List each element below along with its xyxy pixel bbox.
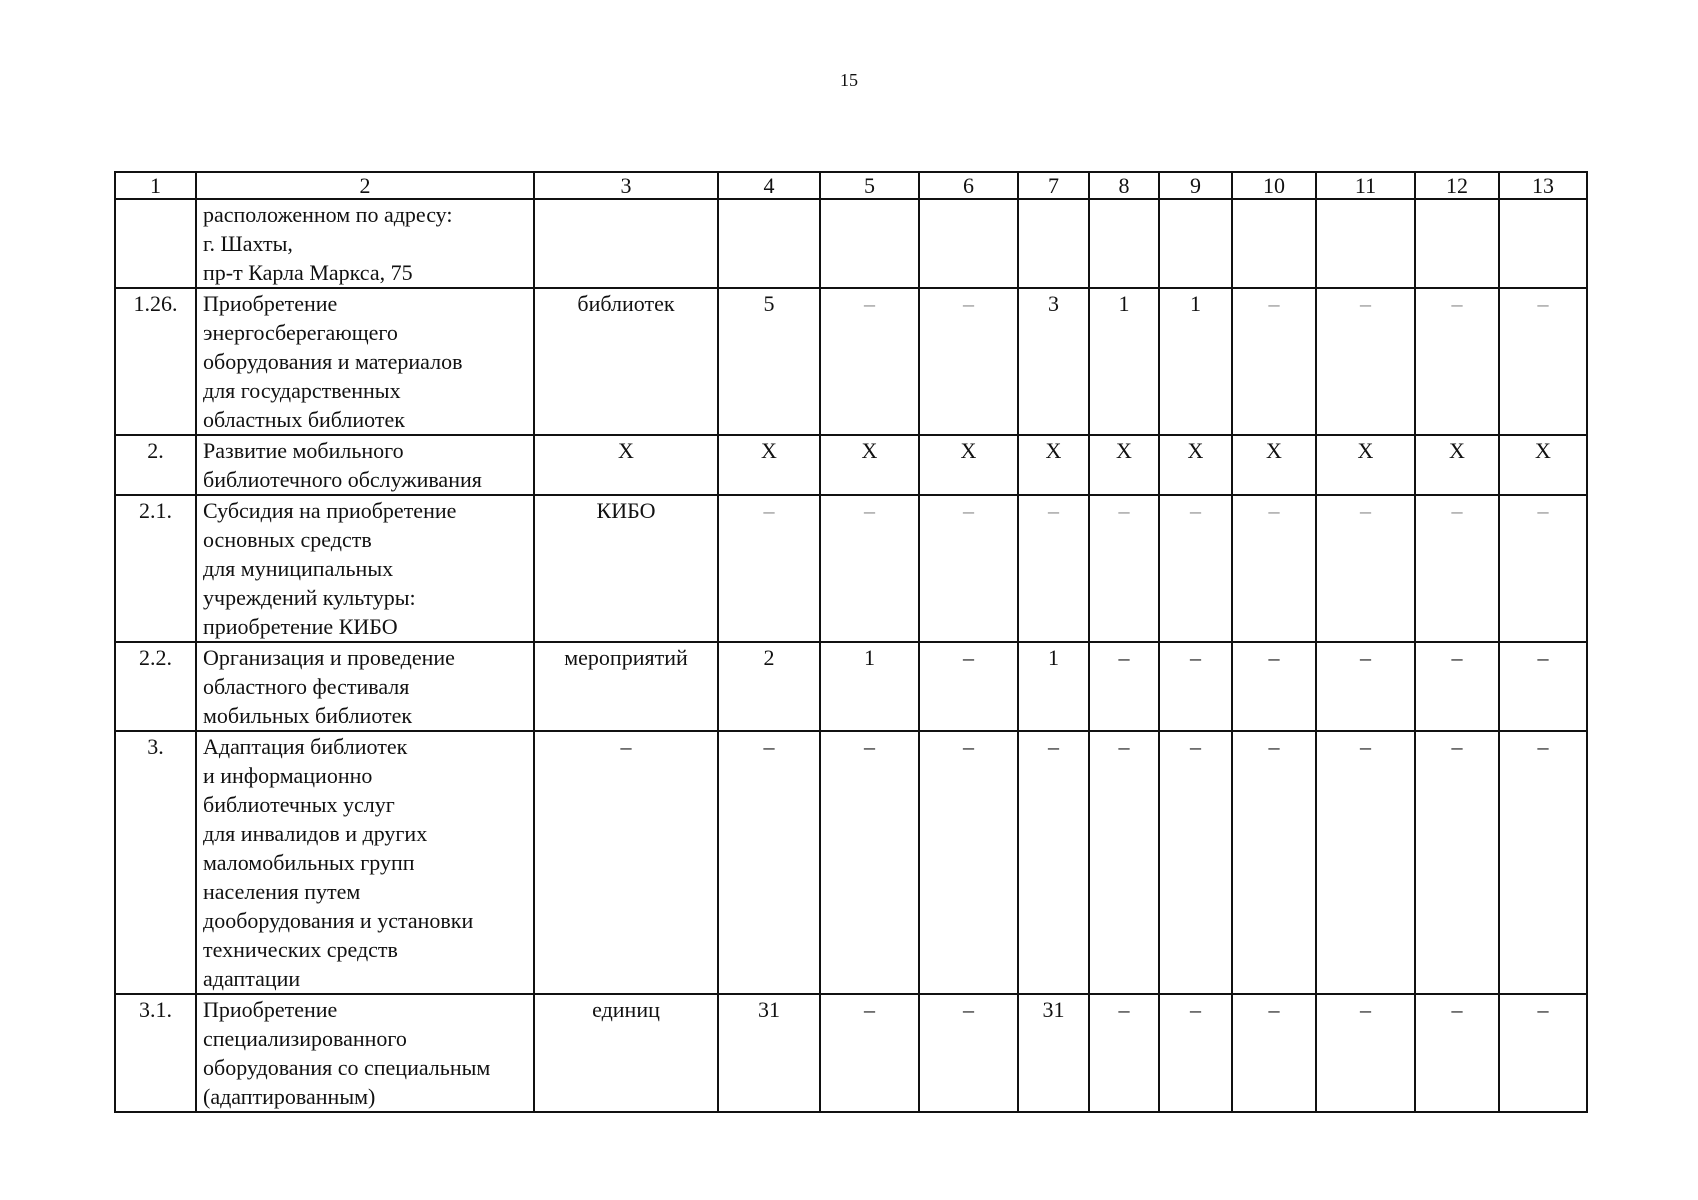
description-line: основных средств <box>203 527 372 552</box>
description-line: Развитие мобильного <box>203 438 404 463</box>
column-number-3: 3 <box>534 172 718 199</box>
table-row <box>115 199 1587 288</box>
description-line: для государственных <box>203 378 401 403</box>
unit-cell: библиотек <box>534 288 718 435</box>
value-cell: 1 <box>1159 288 1232 435</box>
value-cell: X <box>1499 435 1587 495</box>
value-cell: – <box>919 642 1018 731</box>
row-number <box>115 199 196 288</box>
value-cell: – <box>1415 731 1499 994</box>
value-cell: 31 <box>718 994 820 1112</box>
value-cell: – <box>919 288 1018 435</box>
row-description <box>196 994 534 1112</box>
value-cell <box>718 199 820 288</box>
table-row <box>115 435 1587 495</box>
description-line: учреждений культуры: <box>203 585 416 610</box>
value-cell: – <box>1232 994 1316 1112</box>
value-cell: – <box>1089 994 1159 1112</box>
value-cell: – <box>919 731 1018 994</box>
row-description <box>196 288 534 435</box>
value-cell: – <box>1018 495 1089 642</box>
value-cell: – <box>1089 642 1159 731</box>
description-line: Организация и проведение <box>203 645 455 670</box>
value-cell: 1 <box>1018 642 1089 731</box>
value-cell: – <box>1316 288 1415 435</box>
description-line: и информационно <box>203 763 373 788</box>
row-number: 2.1. <box>115 495 196 642</box>
page-number: 15 <box>840 70 858 90</box>
column-number-7: 7 <box>1018 172 1089 199</box>
value-cell: 3 <box>1018 288 1089 435</box>
description-line: г. Шахты, <box>203 231 293 256</box>
value-cell: X <box>1159 435 1232 495</box>
value-cell: – <box>1415 642 1499 731</box>
description-line: библиотечных услуг <box>203 792 395 817</box>
value-cell: X <box>919 435 1018 495</box>
unit-cell <box>534 199 718 288</box>
description-line: библиотечного обслуживания <box>203 467 482 492</box>
value-cell: 5 <box>718 288 820 435</box>
value-cell: – <box>1159 495 1232 642</box>
value-cell: X <box>1089 435 1159 495</box>
row-description <box>196 435 534 495</box>
description-line: мобильных библиотек <box>203 703 413 728</box>
description-line: областных библиотек <box>203 407 405 432</box>
value-cell: 1 <box>1089 288 1159 435</box>
column-number-9: 9 <box>1159 172 1232 199</box>
value-cell: – <box>1415 495 1499 642</box>
column-number-10: 10 <box>1232 172 1316 199</box>
header-row <box>115 172 1587 199</box>
description-line: для инвалидов и других <box>203 821 428 846</box>
value-cell: – <box>1089 731 1159 994</box>
description-line: (адаптированным) <box>203 1084 376 1109</box>
row-description <box>196 495 534 642</box>
value-cell: – <box>1499 642 1587 731</box>
value-cell: – <box>1316 642 1415 731</box>
description-line: оборудования со специальным <box>203 1055 491 1080</box>
description-line: оборудования и материалов <box>203 349 463 374</box>
value-cell: – <box>820 994 919 1112</box>
value-cell: – <box>718 495 820 642</box>
table-row <box>115 994 1587 1112</box>
table-row <box>115 731 1587 994</box>
description-line: для муниципальных <box>203 556 394 581</box>
value-cell: X <box>820 435 919 495</box>
value-cell: – <box>1316 495 1415 642</box>
value-cell: – <box>1499 731 1587 994</box>
value-cell <box>1018 199 1089 288</box>
description-line: Приобретение <box>203 291 338 316</box>
description-line: маломобильных групп <box>203 850 415 875</box>
value-cell: – <box>1499 994 1587 1112</box>
row-description <box>196 199 534 288</box>
row-description <box>196 731 534 994</box>
value-cell: X <box>718 435 820 495</box>
column-number-13: 13 <box>1499 172 1587 199</box>
value-cell <box>1316 199 1415 288</box>
column-number-6: 6 <box>919 172 1018 199</box>
value-cell: – <box>1316 731 1415 994</box>
row-number: 2.2. <box>115 642 196 731</box>
column-number-5: 5 <box>820 172 919 199</box>
description-line: адаптации <box>203 966 301 991</box>
value-cell: – <box>718 731 820 994</box>
description-line: Субсидия на приобретение <box>203 498 457 523</box>
value-cell: – <box>919 495 1018 642</box>
description-line: дооборудования и установки <box>203 908 474 933</box>
value-cell: – <box>1499 495 1587 642</box>
program-table <box>114 171 1588 1113</box>
value-cell <box>1159 199 1232 288</box>
column-number-8: 8 <box>1089 172 1159 199</box>
table-row <box>115 642 1587 731</box>
value-cell: 2 <box>718 642 820 731</box>
row-number: 2. <box>115 435 196 495</box>
value-cell <box>1089 199 1159 288</box>
value-cell: X <box>1316 435 1415 495</box>
description-line: расположенном по адресу: <box>203 202 453 227</box>
description-line: областного фестиваля <box>203 674 410 699</box>
table-row <box>115 288 1587 435</box>
value-cell: – <box>1499 288 1587 435</box>
description-line: Приобретение <box>203 997 338 1022</box>
value-cell: – <box>820 288 919 435</box>
value-cell: – <box>919 994 1018 1112</box>
value-cell: – <box>1159 731 1232 994</box>
value-cell <box>1232 199 1316 288</box>
value-cell: – <box>1089 495 1159 642</box>
value-cell: – <box>1232 731 1316 994</box>
value-cell: – <box>820 495 919 642</box>
column-number-1: 1 <box>115 172 196 199</box>
description-line: населения путем <box>203 879 361 904</box>
unit-cell: единиц <box>534 994 718 1112</box>
value-cell: 31 <box>1018 994 1089 1112</box>
value-cell: – <box>1232 642 1316 731</box>
row-number: 3.1. <box>115 994 196 1112</box>
value-cell: – <box>1159 642 1232 731</box>
description-line: приобретение КИБО <box>203 614 398 639</box>
unit-cell: КИБО <box>534 495 718 642</box>
description-line: специализированного <box>203 1026 407 1051</box>
column-number-11: 11 <box>1316 172 1415 199</box>
value-cell: – <box>1415 288 1499 435</box>
column-number-12: 12 <box>1415 172 1499 199</box>
value-cell: – <box>1159 994 1232 1112</box>
description-line: технических средств <box>203 937 398 962</box>
row-number: 1.26. <box>115 288 196 435</box>
value-cell: – <box>1232 495 1316 642</box>
value-cell: X <box>1415 435 1499 495</box>
unit-cell: – <box>534 731 718 994</box>
value-cell: – <box>1018 731 1089 994</box>
unit-cell: мероприятий <box>534 642 718 731</box>
value-cell: – <box>1316 994 1415 1112</box>
unit-cell: X <box>534 435 718 495</box>
value-cell: – <box>1415 994 1499 1112</box>
column-number-4: 4 <box>718 172 820 199</box>
value-cell: 1 <box>820 642 919 731</box>
value-cell <box>820 199 919 288</box>
value-cell <box>919 199 1018 288</box>
value-cell: – <box>820 731 919 994</box>
column-number-2: 2 <box>196 172 534 199</box>
description-line: Адаптация библиотек <box>203 734 408 759</box>
table-row <box>115 495 1587 642</box>
value-cell <box>1415 199 1499 288</box>
value-cell: X <box>1232 435 1316 495</box>
value-cell <box>1499 199 1587 288</box>
value-cell: X <box>1018 435 1089 495</box>
row-description <box>196 642 534 731</box>
description-line: пр-т Карла Маркса, 75 <box>203 260 413 285</box>
description-line: энергосберегающего <box>203 320 398 345</box>
row-number: 3. <box>115 731 196 994</box>
value-cell: – <box>1232 288 1316 435</box>
